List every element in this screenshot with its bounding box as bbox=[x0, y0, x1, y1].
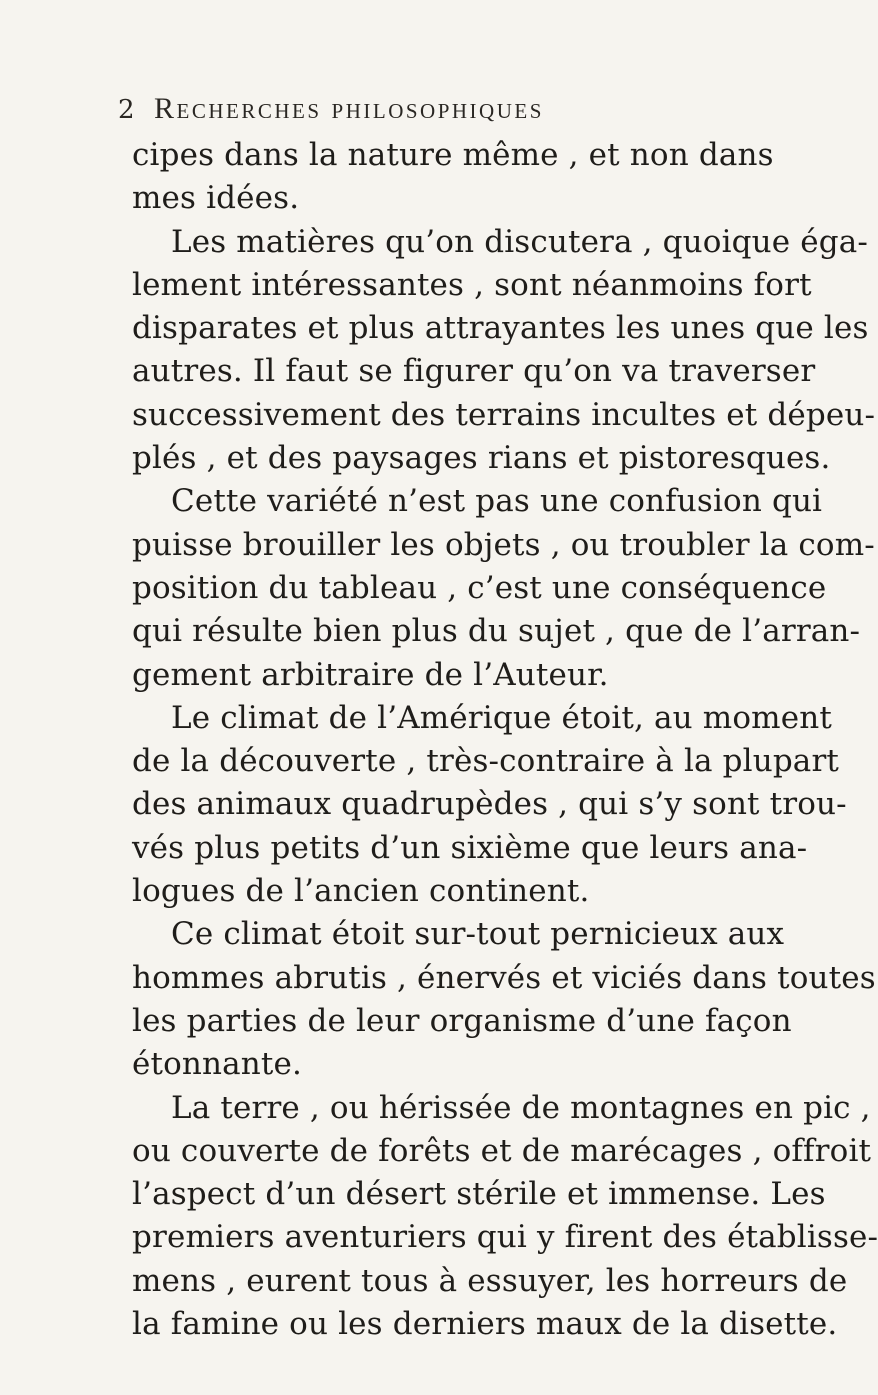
text-line: plés , et des paysages rians et pistoresques. bbox=[132, 440, 831, 477]
text-line: Ce climat étoit sur-tout pernicieux aux bbox=[171, 916, 785, 953]
text-line: Cette variété n’est pas une confusion qui bbox=[171, 483, 823, 520]
text-line: position du tableau , c’est une conséquence bbox=[132, 569, 827, 606]
text-line: des animaux quadrupèdes , qui s’y sont trou- bbox=[132, 786, 847, 823]
text-line: qui résulte bien plus du sujet , que de l’arran- bbox=[132, 613, 861, 650]
text-line: Le climat de l’Amérique étoit, au moment bbox=[171, 699, 832, 736]
text-line: disparates et plus attrayantes les unes que les bbox=[132, 310, 869, 347]
text-line: successivement des terrains incultes et dépeu- bbox=[132, 396, 876, 433]
text-line: vés plus petits d’un sixième que leurs ana- bbox=[132, 829, 808, 866]
text-line: la famine ou les derniers maux de la disette. bbox=[132, 1306, 838, 1343]
text-line: logues de l’ancien continent. bbox=[132, 873, 590, 910]
text-line: de la découverte , très-contraire à la plupart bbox=[132, 743, 840, 780]
body-text bbox=[132, 134, 878, 1346]
text-line: Les matières qu’on discutera , quoique éga- bbox=[171, 223, 869, 260]
running-title: Recherches philosophiques bbox=[154, 92, 544, 125]
text-line: mens , eurent tous à essuyer, les horreurs de bbox=[132, 1262, 848, 1299]
text-line: les parties de leur organisme d’une façon bbox=[132, 1002, 792, 1039]
text-line: La terre , ou hérissée de montagnes en pic , bbox=[171, 1089, 871, 1126]
page-header bbox=[118, 92, 698, 128]
text-line: gement arbitraire de l’Auteur. bbox=[132, 656, 609, 693]
text-line: hommes abrutis , énervés et viciés dans toutes bbox=[132, 959, 876, 996]
text-line: l’aspect d’un désert stérile et immense. Les bbox=[132, 1176, 826, 1213]
text-line: lement intéressantes , sont néanmoins fort bbox=[132, 266, 812, 303]
text-line: ou couverte de forêts et de marécages , offroit bbox=[132, 1132, 872, 1169]
text-line: autres. Il faut se figurer qu’on va traverser bbox=[132, 353, 816, 390]
text-line: premiers aventuriers qui y firent des établisse- bbox=[132, 1219, 878, 1256]
text-line: étonnante. bbox=[132, 1046, 303, 1083]
text-line: cipes dans la nature même , et non dans bbox=[132, 137, 774, 173]
text-line: puisse brouiller les objets , ou troubler la com- bbox=[132, 526, 875, 563]
page-number: 2 bbox=[118, 95, 135, 125]
text-line: mes idées. bbox=[132, 180, 300, 217]
